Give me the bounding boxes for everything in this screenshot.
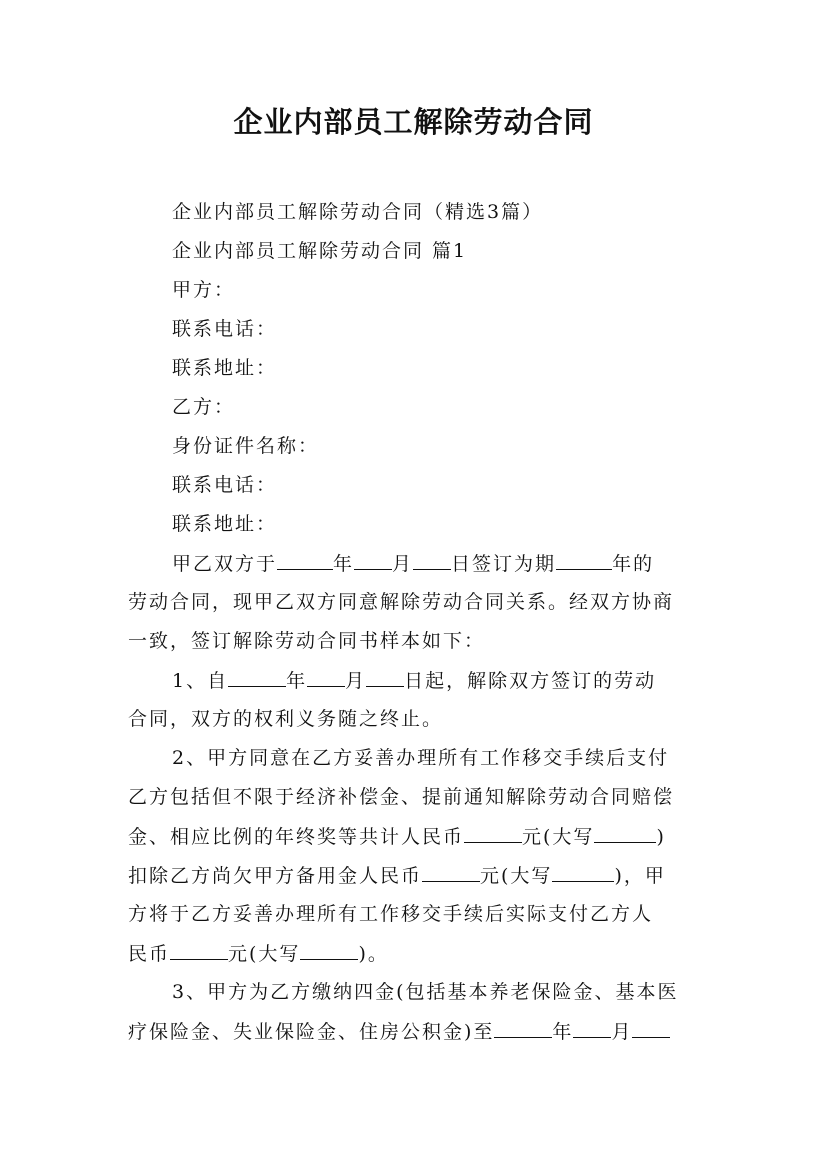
blank-field [573,1017,611,1038]
blank-field [228,666,286,687]
blank-field [556,549,612,570]
clause-text: 金、相应比例的年终奖等共计人民币 [128,826,465,848]
intro-text: 日签订为期 [451,553,557,575]
blank-field [300,939,358,960]
party-b-id-label: 身份证件名称： [172,435,320,457]
clause-2-line-1: 2、甲方同意在乙方妥善办理所有工作移交手续后支付 [172,747,670,769]
intro-text: 年 [333,553,355,575]
intro-text: 年的 [612,553,655,575]
party-a-label: 甲方： [172,279,236,301]
party-a-phone-label: 联系电话： [172,318,278,340]
clause-text: 元(大写 [522,826,595,848]
document-subtitle: 企业内部员工解除劳动合同（精选3篇） [172,201,544,223]
party-b-phone-label: 联系电话： [172,474,278,496]
clause-3-line-2 [128,1017,670,1046]
document-title: 企业内部员工解除劳动合同 [233,105,594,139]
clause-2-line-5: 方将于乙方妥善办理所有工作移交手续后实际支付乙方人 [128,903,654,925]
clause-3-line-1: 3、甲方为乙方缴纳四金(包括基本养老保险金、基本医 [172,981,679,1003]
blank-field [277,549,333,570]
clause-text: 1、自 [172,670,229,692]
party-a-address-label: 联系地址： [172,357,278,379]
blank-field [422,861,480,882]
clause-text: 疗保险金、失业保险金、住房公积金)至 [128,1021,495,1043]
clause-text: 民币 [128,943,171,965]
intro-line-3: 一致，签订解除劳动合同书样本如下： [128,630,486,652]
clause-2-line-4 [128,861,666,890]
clause-text: ) [656,826,666,848]
blank-field [413,549,451,570]
intro-text: 月 [392,553,414,575]
clause-2-line-6 [128,939,389,968]
clause-text: 元(大写 [480,865,553,887]
clause-text: 元(大写 [228,943,301,965]
clause-text: 扣除乙方尚欠甲方备用金人民币 [128,865,423,887]
clause-text: 年 [286,670,308,692]
clause-2-line-3 [128,822,666,851]
clause-1-line-1 [172,666,656,695]
blank-field [632,1017,670,1038]
party-b-label: 乙方： [172,396,236,418]
intro-line-1 [172,549,654,578]
clause-2-line-2: 乙方包括但不限于经济补偿金、提前通知解除劳动合同赔偿 [128,786,675,808]
clause-text: 月 [611,1021,633,1043]
blank-field [366,666,404,687]
clause-text: )。 [358,943,389,965]
section-heading: 企业内部员工解除劳动合同 篇1 [172,240,468,262]
blank-field [494,1017,552,1038]
clause-text: )，甲 [614,865,666,887]
blank-field [552,861,614,882]
blank-field [594,822,656,843]
clause-text: 日起，解除双方签订的劳动 [404,670,657,692]
party-b-address-label: 联系地址： [172,513,278,535]
blank-field [170,939,228,960]
intro-text: 甲乙双方于 [172,553,278,575]
clause-1-line-2: 合同，双方的权利义务随之终止。 [128,708,444,730]
blank-field [464,822,522,843]
intro-line-2: 劳动合同，现甲乙双方同意解除劳动合同关系。经双方协商 [128,591,675,613]
clause-text: 年 [552,1021,574,1043]
blank-field [307,666,345,687]
blank-field [354,549,392,570]
clause-text: 月 [345,670,367,692]
